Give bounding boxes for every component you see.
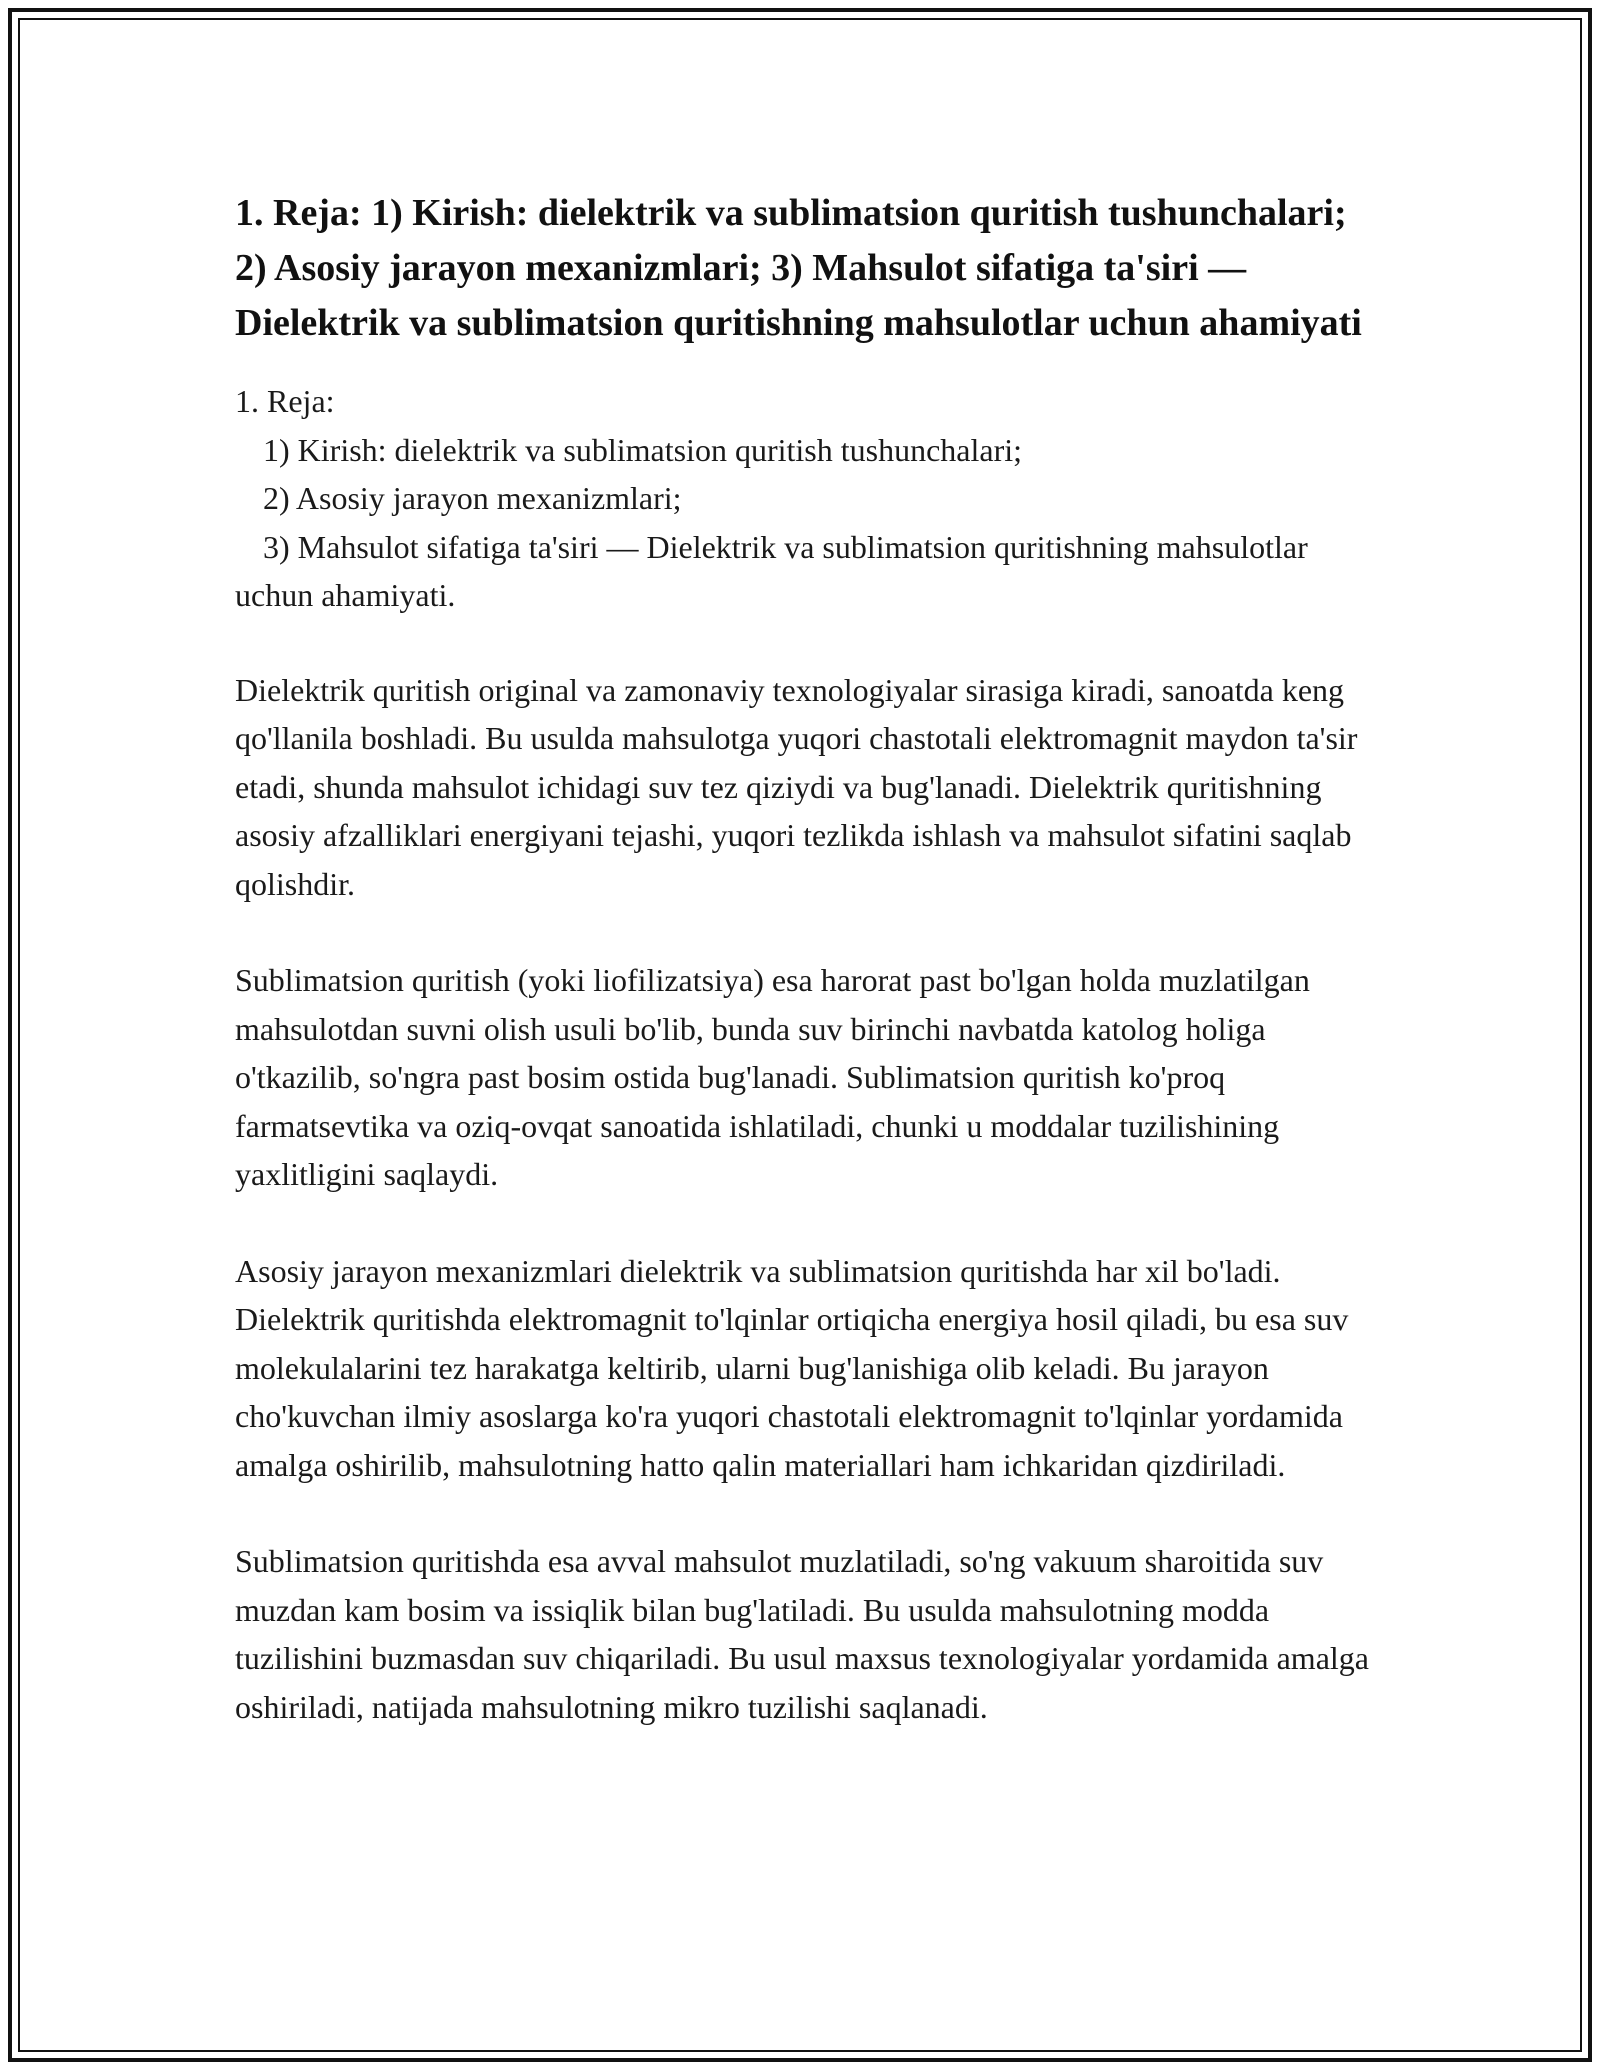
paragraph-dielectric-intro: Dielektrik quritish original va zamonaviy texnologiyalar sirasiga kiradi, sanoatda keng qo'llanila boshladi. Bu usulda mahsulotga yuqori chastotali elektromagnit maydon ta'sir etadi, shunda mahsulot ichidagi suv tez qiziydi va bug'lanadi. Dielektrik quritishning asosiy afzalliklari energiyani tejashi, yuqori tezlikda ishlash va mahsulot sifatini saqlab qolishdir. <box>235 671 1358 902</box>
plan-item-1: 1) Kirish: dielektrik va sublimatsion quritish tushunchalari; <box>263 431 1022 468</box>
paragraph-sublimation-process: Sublimatsion quritishda esa avval mahsulot muzlatiladi, so'ng vakuum sharoitida suv muzdan kam bosim va issiqlik bilan bug'latiladi. Bu usulda mahsulotning modda tuzilishini buzmasdan suv chiqariladi. Bu usul maxsus texnologiyalar yordamida amalga oshiriladi, natijada mahsulotning mikro tuzilishi saqlanadi. <box>235 1543 1369 1725</box>
plan-item-2: 2) Asosiy jarayon mexanizmlari; <box>263 480 682 516</box>
plan-item-3: 3) Mahsulot sifatiga ta'siri — Dielektrik va sublimatsion quritishning mahsulotlar uchun ahamiyati. <box>235 528 1308 613</box>
paragraph-process-mechanisms: Asosiy jarayon mexanizmlari dielektrik va sublimatsion quritishda har xil bo'ladi. Dielektrik quritishda elektromagnit to'lqinlar ortiqicha energiya hosil qiladi, bu esa suv molekulalarini tez harakatga keltirib, ularni bug'lanishiga olib keladi. Bu jarayon cho'kuvchan ilmiy asoslarga ko'ra yuqori chastotali elektromagnit to'lqinlar yordamida amalga oshirilib, mahsulotning hatto qalin materiallari ham ichkaridan qizdiriladi. <box>235 1252 1349 1483</box>
paragraph-sublimation-intro: Sublimatsion quritish (yoki liofilizatsiya) esa harorat past bo'lgan holda muzlatilgan mahsulotdan suvni olish usuli bo'lib, bunda suv birinchi navbatda katolog holiga o'tkazilib, so'ngra past bosim ostida bug'lanadi. Sublimatsion quritish ko'proq farmatsevtika va oziq-ovqat sanoatida ishlatiladi, chunki u moddalar tuzilishining yaxlitligini saqlaydi. <box>235 962 1310 1192</box>
plan-block <box>235 377 1385 620</box>
document-title: 1. Reja: 1) Kirish: dielektrik va sublimatsion quritish tushunchalari; 2) Asosiy jarayon mexanizmlari; 3) Mahsulot sifatiga ta'siri — Dielektrik va sublimatsion quritishning mahsulotlar uchun ahamiyati <box>235 192 1362 344</box>
document-page <box>235 186 1385 1779</box>
plan-heading: 1. Reja: <box>235 383 335 419</box>
